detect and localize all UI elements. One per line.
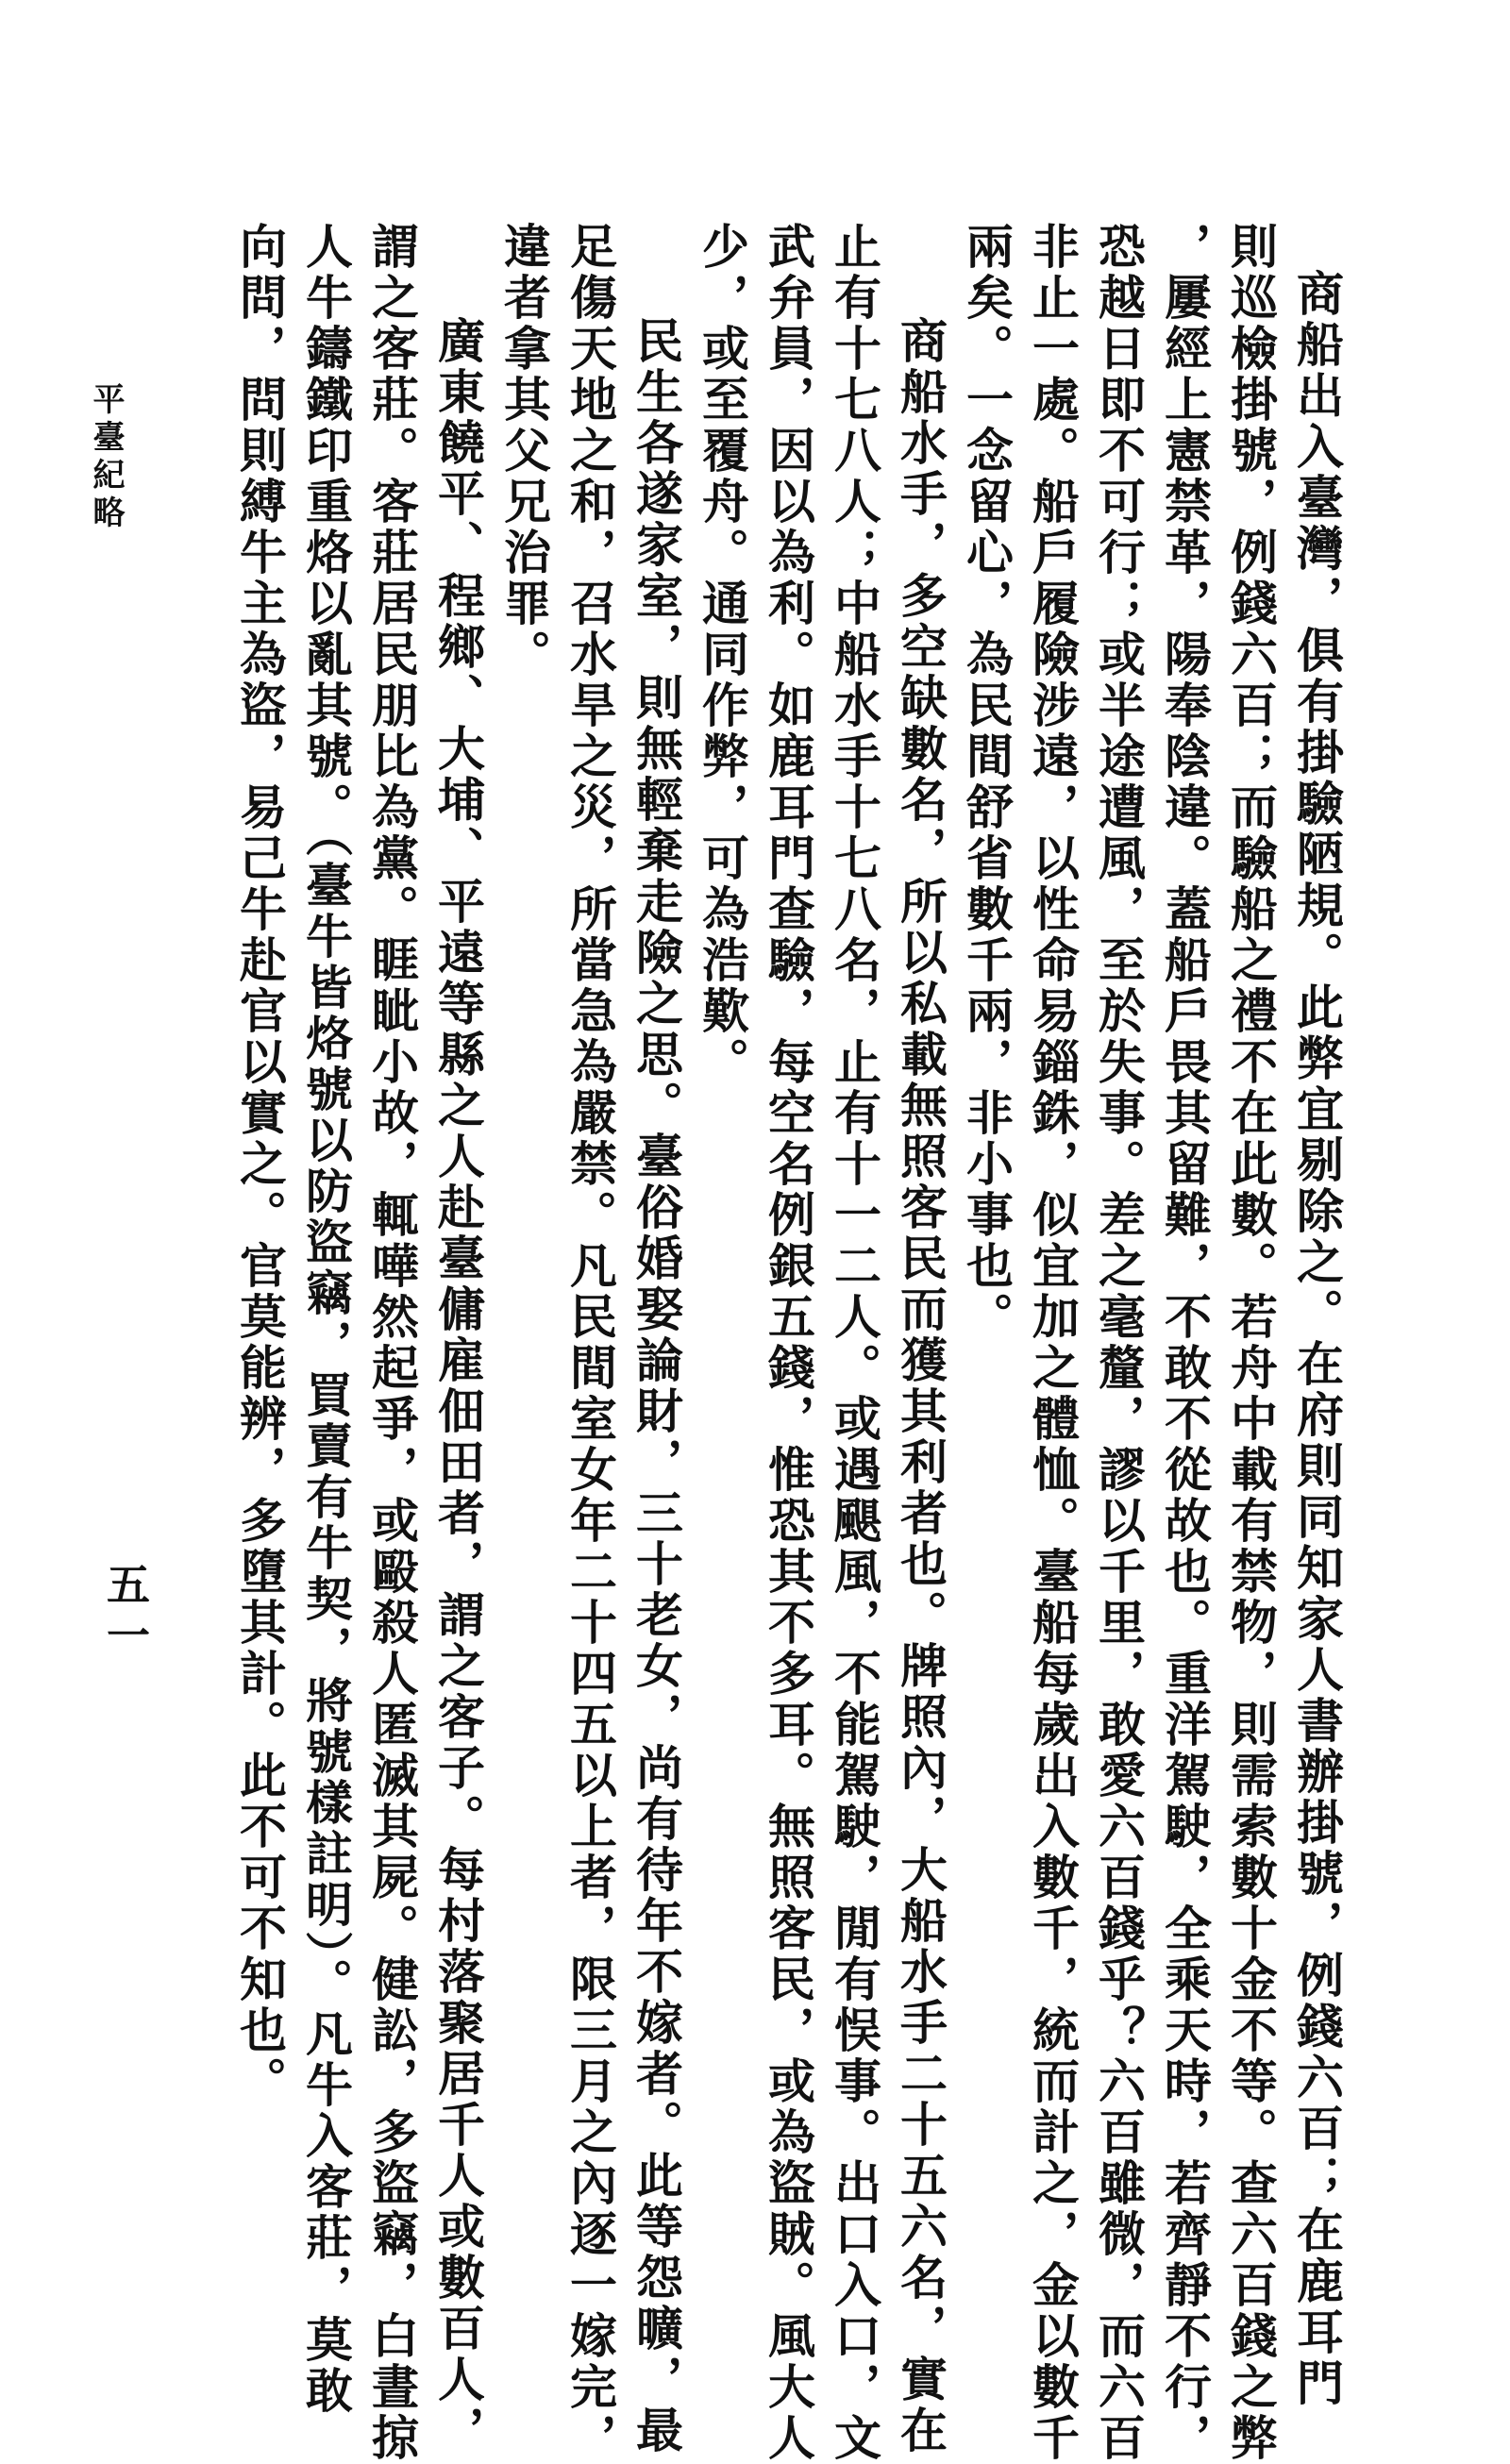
text-column: 止有十七八人；中船水手十七八名，止有十一二人。或遇颶風，不能駕駛，閒有悮事。出口入口，文 bbox=[827, 222, 882, 2464]
text-column: 民生各遂家室，則無輕棄走險之思。臺俗婚娶論財，三十老女，尚有待年不嫁者。此等怨曠，最 bbox=[629, 316, 684, 2456]
text-column: ，屢經上憲禁革，陽奉陰違。蓋船戶畏其留難，不敢不從故也。重洋駕駛，全乘天時，若齊靜不行， bbox=[1157, 222, 1213, 2464]
main-text-block bbox=[226, 222, 1350, 2464]
running-title: 平臺紀略 bbox=[87, 382, 125, 533]
text-column: 商船出入臺灣，俱有掛驗陋規。此弊宜剔除之。在府則同知家人書辦掛號，例錢六百；在鹿耳門 bbox=[1289, 269, 1345, 2409]
text-column: 商船水手，多空缺數名，所以私載無照客民而獲其利者也。牌照內，大船水手二十五六名，實在 bbox=[893, 316, 948, 2456]
text-column: 非止一處。船戶履險涉遠，以性命易錙銖，似宜加之體恤。臺船每歲出入數千，統而計之，金以數千 bbox=[1025, 222, 1081, 2464]
page-number: 五一 bbox=[100, 1562, 151, 1664]
text-column: 武弁員，因以為利。如鹿耳門查驗，每空名例銀五錢，惟恐其不多耳。無照客民，或為盜賊。風大人 bbox=[761, 222, 816, 2464]
text-column: 則巡檢掛號，例錢六百；而驗船之禮不在此數。若舟中載有禁物，則需索數十金不等。查六百錢之弊 bbox=[1223, 222, 1279, 2464]
text-column: 謂之客莊。客莊居民朋比為黨。睚眦小故，輒嘩然起爭，或毆殺人匿滅其屍。健訟，多盜竊，白晝掠 bbox=[364, 222, 420, 2464]
text-column: 向問，問則縛牛主為盜，易己牛赴官以實之。官莫能辨，多墮其計。此不可不知也。 bbox=[232, 222, 288, 2107]
text-column: 兩矣。一念留心，為民間舒省數千兩，非小事也。 bbox=[959, 222, 1015, 1343]
text-column: 人牛鑄鐵印重烙以亂其號。（臺牛皆烙號以防盜竊，買賣有牛契，將號樣註明）。凡牛入客莊，莫敢 bbox=[298, 222, 354, 2417]
text-column: 廣東饒平、程鄉、大埔、平遠等縣之人赴臺傭雇佃田者，謂之客子。每村落聚居千人或數百人， bbox=[430, 316, 486, 2456]
text-column: 違者拿其父兄治罪。 bbox=[496, 222, 552, 680]
text-column: 足傷天地之和，召水旱之災，所當急為嚴禁。凡民間室女年二十四五以上者，限三月之內逐一嫁完， bbox=[562, 222, 618, 2464]
text-column: 少，或至覆舟。通同作弊，可為浩歎。 bbox=[695, 222, 750, 1088]
text-column: 恐越日即不可行；或半途遭風，至於失事。差之毫釐，謬以千里，敢愛六百錢乎？六百雖微，而六百 bbox=[1091, 222, 1147, 2464]
